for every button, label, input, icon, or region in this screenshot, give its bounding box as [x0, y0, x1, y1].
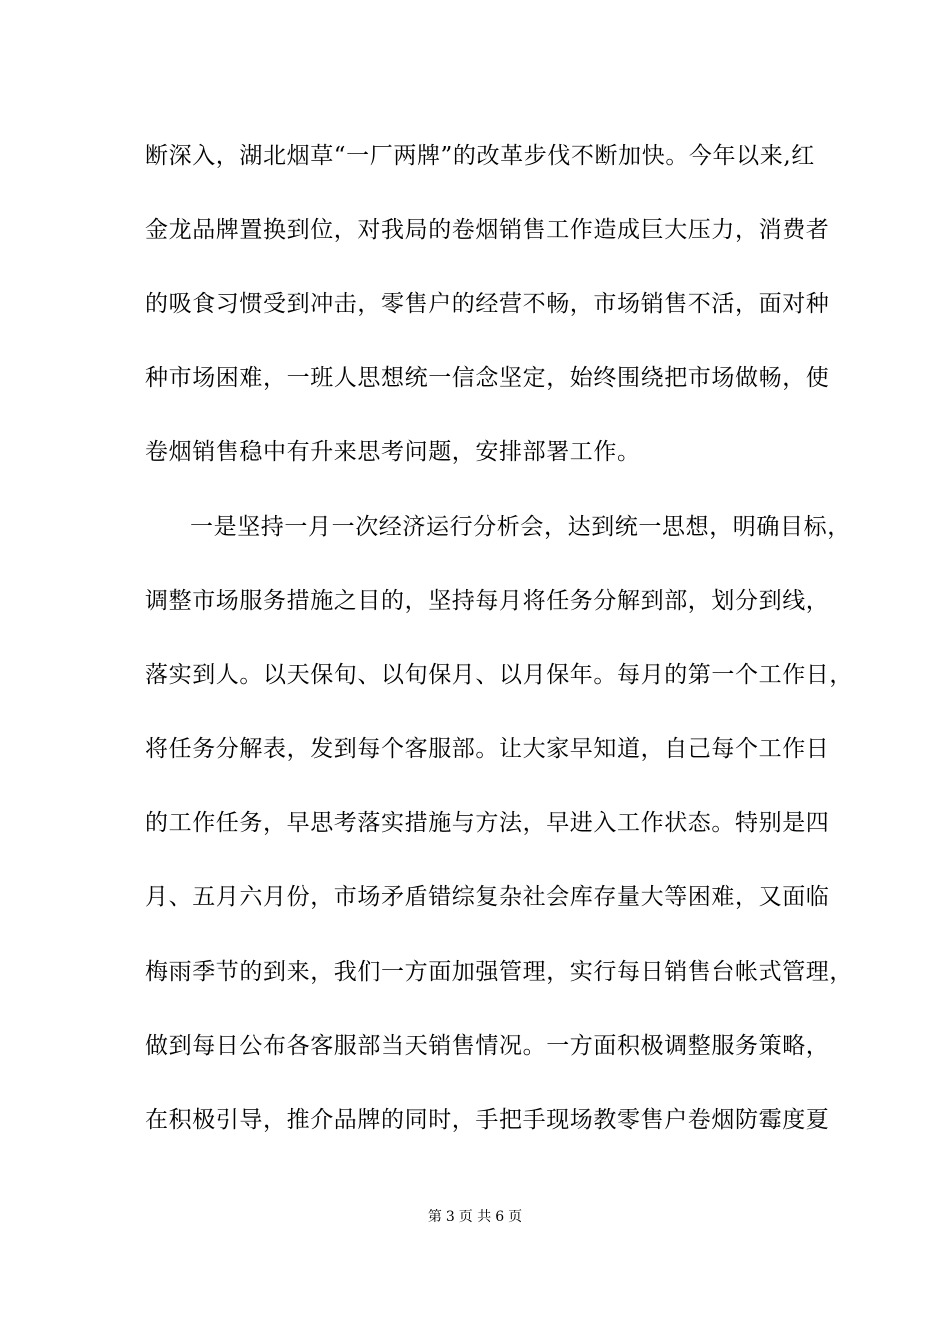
text-line: 金龙品牌置换到位，对我局的卷烟销售工作造成巨大压力，消费者 — [145, 217, 830, 243]
text-line: 的工作任务，早思考落实措施与方法，早进入工作状态。特别是四 — [145, 810, 830, 836]
text-line: 断深入，湖北烟草“一厂两牌”的改革步伐不断加快。今年以来,红 — [145, 143, 815, 169]
text-line: 的吸食习惯受到冲击，零售户的经营不畅，市场销售不活，面对种 — [145, 291, 830, 317]
page-footer — [0, 1207, 950, 1227]
page-label-mid: 页 共 — [458, 1209, 492, 1225]
text-line: 卷烟销售稳中有升来思考问题，安排部署工作。 — [145, 439, 641, 465]
page-label-suffix: 页 — [508, 1209, 523, 1225]
current-page-number: 3 — [445, 1209, 455, 1225]
text-line: 做到每日公布各客服部当天销售情况。一方面积极调整服务策略， — [145, 1033, 830, 1059]
total-pages-number: 6 — [495, 1209, 505, 1225]
text-line: 梅雨季节的到来，我们一方面加强管理，实行每日销售台帐式管理， — [145, 959, 853, 985]
text-line-paragraph-start: 一是坚持一月一次经济运行分析会，达到统一思想，明确目标， — [190, 514, 851, 540]
text-line: 调整市场服务措施之目的，坚持每月将任务分解到部，划分到线， — [145, 588, 830, 614]
text-line: 月、五月六月份，市场矛盾错综复杂社会库存量大等困难，又面临 — [145, 884, 830, 910]
text-line: 将任务分解表，发到每个客服部。让大家早知道，自己每个工作日 — [145, 736, 830, 762]
text-line: 种市场困难，一班人思想统一信念坚定，始终围绕把市场做畅，使 — [145, 365, 830, 391]
text-line: 落实到人。以天保旬、以旬保月、以月保年。每月的第一个工作日， — [145, 662, 853, 688]
page-label-prefix: 第 — [427, 1209, 442, 1225]
text-line: 在积极引导，推介品牌的同时，手把手现场教零售户卷烟防霉度夏 — [145, 1107, 830, 1133]
